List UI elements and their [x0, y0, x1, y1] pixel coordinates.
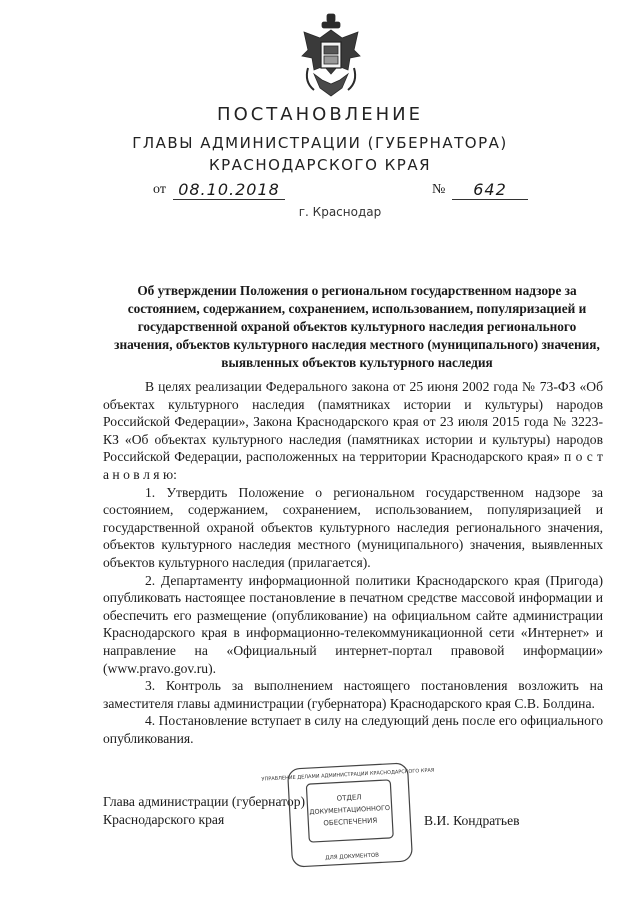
- document-number: 642: [452, 180, 528, 200]
- date-from-label: от: [153, 182, 166, 197]
- stamp-bottom-text: ДЛЯ ДОКУМЕНТОВ: [325, 852, 380, 862]
- document-number-label: №: [432, 182, 446, 197]
- authority-line-1: ГЛАВЫ АДМИНИСТРАЦИИ (ГУБЕРНАТОРА): [132, 134, 508, 152]
- document-title: Об утверждении Положения о региональном государственном надзоре за состоянием, содержанием, сохранением, использованием, популяризацией и государственной охраной объектов культурного наследия регионального значения, объектов культурного наследия местного (муниципального) значения, выявленных объектов культурного наследия: [114, 283, 600, 370]
- stamp-line-3: ОБЕСПЕЧЕНИЯ: [323, 816, 378, 828]
- paragraph-preamble: В целях реализации Федерального закона от 25 июня 2002 года № 73-ФЗ «Об объектах культурного наследия (памятниках истории и культуры) народов Российской Федерации», Закона Краснодарского края от 23 июля 2015 года № 3223-КЗ «Об объектах культурного наследия (памятниках истории и культуры) народов Российской Федерации, расположенных на территории Краснодарского края» п о с т а н о в л я ю:: [103, 379, 603, 482]
- stamp-icon: [261, 760, 435, 870]
- signatory-name: В.И. Кондратьев: [424, 813, 520, 828]
- paragraph-4: 4. Постановление вступает в силу на следующий день после его официального опубликования.: [103, 713, 603, 746]
- stamp-line-1: ОТДЕЛ: [336, 793, 362, 803]
- stamp-ring-text: УПРАВЛЕНИЕ ДЕЛАМИ АДМИНИСТРАЦИИ КРАСНОДАРСКОГО КРАЯ: [261, 767, 435, 783]
- signatory-position-line-1: Глава администрации (губернатор): [103, 794, 306, 809]
- paragraph-1: 1. Утвердить Положение о региональном государственном надзоре за состоянием, содержанием, сохранением, использованием, популяризацией и государственной охраной объектов культурного наследия регионального значения, объектов культурного наследия местного (муниципального) значения, выявленных объектов культурного наследия (прилагается).: [103, 484, 603, 570]
- document-body: [103, 378, 603, 747]
- authority-line-2: КРАСНОДАРСКОГО КРАЯ: [208, 156, 432, 174]
- paragraph-2: 2. Департаменту информационной политики Краснодарского края (Пригода) опубликовать настоящее постановление в печатном средстве массовой информации и обеспечить его размещение (опубликование) на официальном сайте администрации Краснодарского края в информационно-телекоммуникационной сети «Интернет» и направление на «Официальный интернет-портал правовой информации» (www.pravo.gov.ru).: [103, 572, 603, 676]
- stamp-line-2: ДОКУМЕНТАЦИОННОГО: [309, 803, 391, 817]
- coat-of-arms-icon: [300, 12, 362, 100]
- signatory-position: [103, 793, 305, 829]
- document-type-heading: ПОСТАНОВЛЕНИЕ: [217, 104, 423, 125]
- document-date: 08.10.2018: [173, 180, 285, 200]
- city-label: г. Краснодар: [298, 205, 382, 219]
- paragraph-3: 3. Контроль за выполнением настоящего постановления возложить на заместителя главы администрации (губернатора) Краснодарского края С.В. Болдина.: [103, 678, 603, 711]
- signatory-position-line-2: Краснодарского края: [103, 812, 225, 827]
